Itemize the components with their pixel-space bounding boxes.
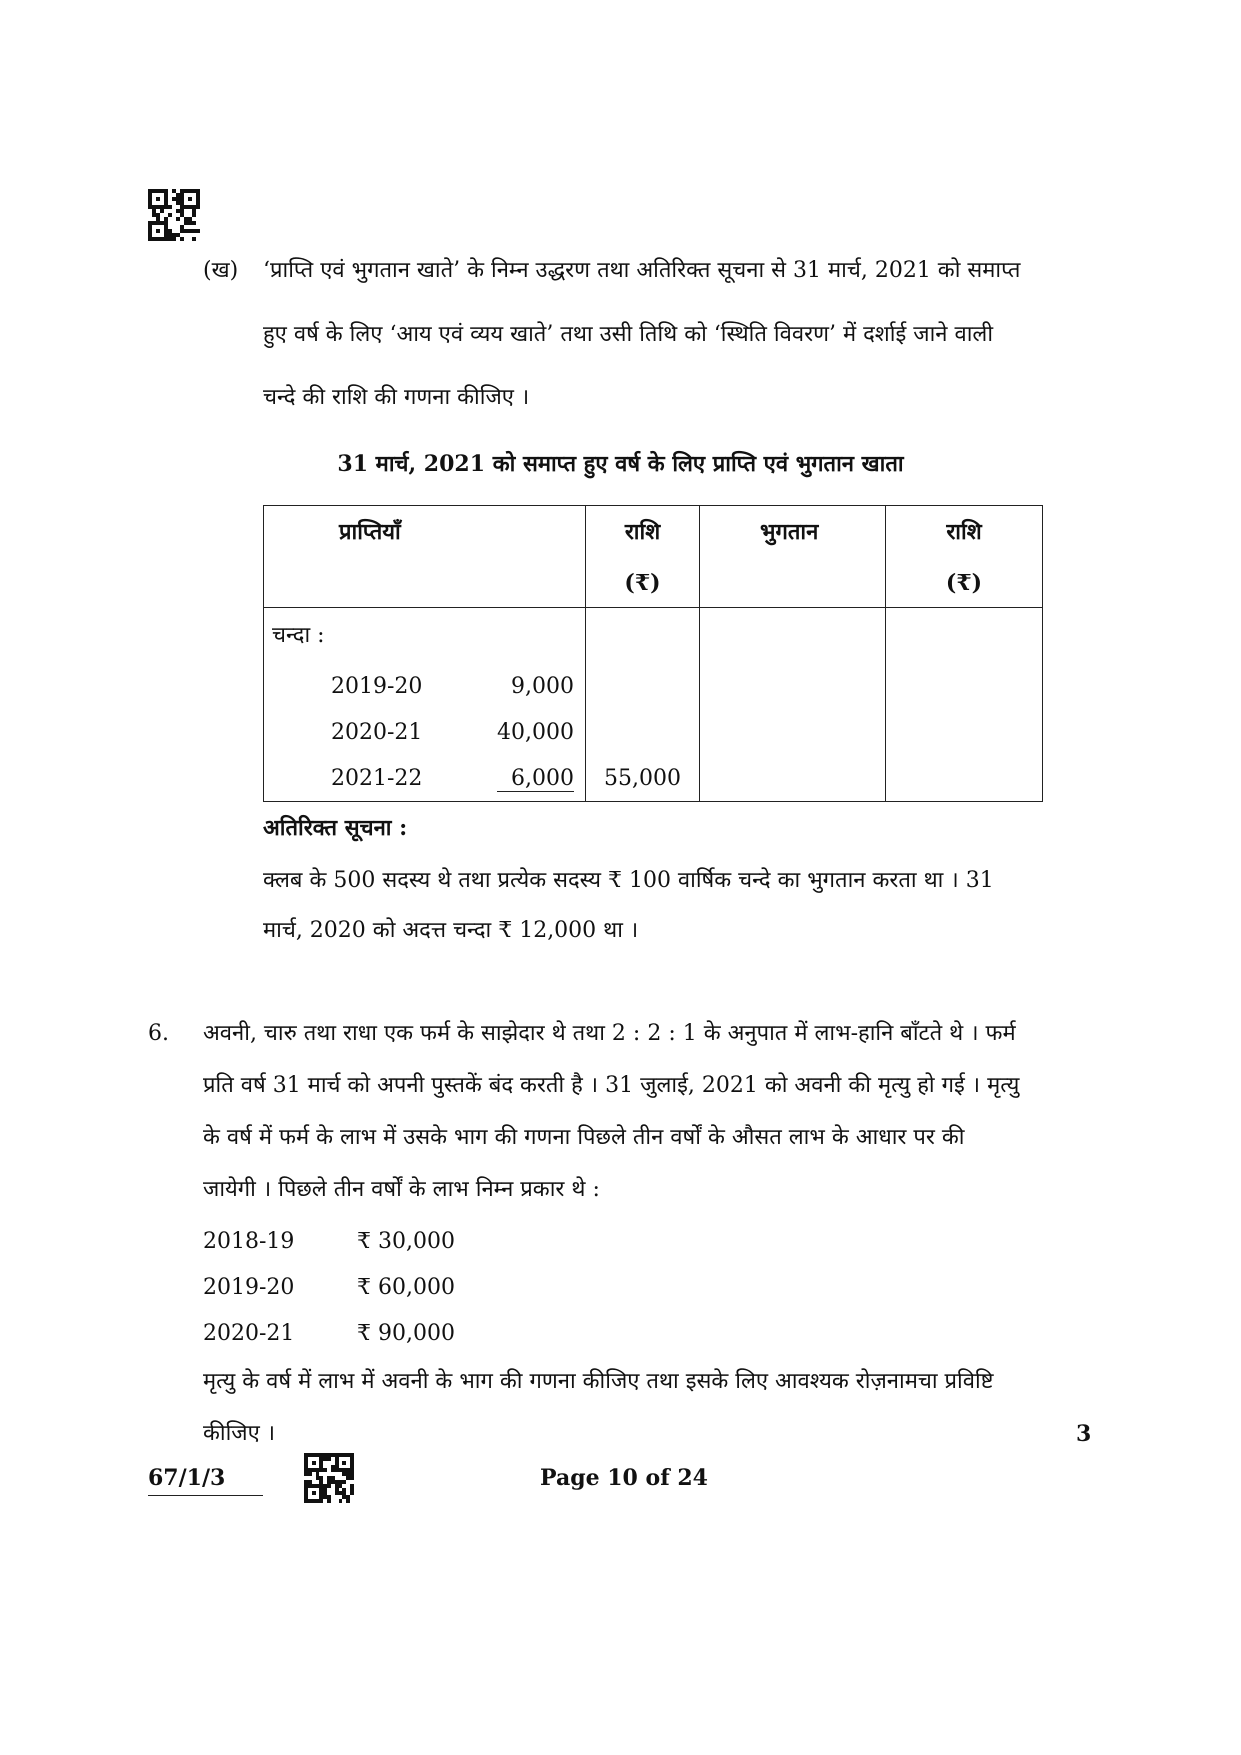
- header-receipts: [264, 506, 586, 608]
- receipts-payments-table: [263, 505, 1043, 802]
- profit-year: 2019-20: [203, 1275, 295, 1300]
- question-6-line-3: के वर्ष में फर्म के लाभ में उसके भाग की गणना पिछले तीन वर्षों के औसत लाभ के आधार पर की: [203, 1125, 965, 1150]
- subscription-value: 40,000: [497, 720, 574, 745]
- table-title: 31 मार्च, 2021 को समाप्त हुए वर्ष के लिए प्राप्ति एवं भुगतान खाता: [337, 451, 904, 477]
- question-6-line-5: मृत्यु के वर्ष में लाभ में अवनी के भाग की गणना कीजिए तथा इसके लिए आवश्यक रोज़नामचा प्रविष्टि: [203, 1369, 994, 1394]
- header-amount-2-unit: (₹): [945, 570, 983, 596]
- page-number: Page 10 of 24: [540, 1465, 708, 1491]
- qr-code-top-icon: [148, 189, 200, 241]
- header-amount-2-label: राशि: [946, 519, 982, 545]
- header-amount-1-label: राशि: [624, 519, 661, 545]
- question-6-line-2: प्रति वर्ष 31 मार्च को अपनी पुस्तकें बंद करती है । 31 जुलाई, 2021 को अवनी की मृत्यु हो गई । मृत्यु: [203, 1073, 1020, 1098]
- subscription-value: 6,000: [497, 766, 574, 792]
- question-6-line-4: जायेगी । पिछले तीन वर्षों के लाभ निम्न प्रकार थे :: [203, 1177, 600, 1202]
- amount-1-body: [586, 608, 700, 802]
- question-6-line-1: अवनी, चारु तथा राधा एक फर्म के साझेदार थे तथा 2 : 2 : 1 के अनुपात में लाभ-हानि बाँटते थे । फर्म: [203, 1021, 1016, 1046]
- subscription-total: 55,000: [604, 766, 681, 791]
- question-number: 6.: [148, 1021, 169, 1046]
- profit-amount: ₹ 60,000: [357, 1275, 455, 1300]
- header-amount-1-unit: (₹): [624, 570, 661, 596]
- profit-year: 2018-19: [203, 1229, 295, 1254]
- header-receipts-label: प्राप्तियाँ: [339, 519, 401, 545]
- additional-info-line-1: क्लब के 500 सदस्य थे तथा प्रत्येक सदस्य ₹ 100 वार्षिक चन्दे का भुगतान करता था । 31: [263, 868, 994, 893]
- profit-year: 2020-21: [203, 1321, 295, 1346]
- question-label: (ख): [203, 258, 239, 283]
- additional-info-heading: अतिरिक्त सूचना :: [263, 815, 408, 841]
- question-line-2: हुए वर्ष के लिए ‘आय एवं व्यय खाते’ तथा उसी तिथि को ‘स्थिति विवरण’ में दर्शाई जाने वाली: [263, 322, 994, 347]
- additional-info-line-2: मार्च, 2020 को अदत्त चन्दा ₹ 12,000 था ।: [263, 918, 639, 943]
- amount-2-body: [886, 608, 1043, 802]
- header-amount-2: [886, 506, 1043, 608]
- subscription-year: 2021-22: [331, 766, 423, 791]
- subscription-value: 9,000: [511, 674, 574, 699]
- profit-amount: ₹ 30,000: [357, 1229, 455, 1254]
- paper-code: 67/1/3: [148, 1465, 226, 1491]
- header-amount-1: [586, 506, 700, 608]
- question-marks: 3: [1076, 1421, 1092, 1447]
- subscription-label: चन्दा :: [272, 623, 325, 648]
- receipts-body: [264, 608, 586, 802]
- question-line-1: ‘प्राप्ति एवं भुगतान खाते’ के निम्न उद्धरण तथा अतिरिक्त सूचना से 31 मार्च, 2021 को समाप्त: [263, 258, 1021, 283]
- payments-body: [700, 608, 886, 802]
- subscription-year: 2019-20: [331, 674, 423, 699]
- paper-code-underline: [148, 1495, 263, 1496]
- qr-code-footer-icon: [304, 1453, 354, 1503]
- header-payments-label: भुगतान: [760, 519, 819, 545]
- header-payments: [700, 506, 886, 608]
- question-6-line-6: कीजिए ।: [203, 1421, 276, 1446]
- subscription-year: 2020-21: [331, 720, 423, 745]
- profit-amount: ₹ 90,000: [357, 1321, 455, 1346]
- question-line-3: चन्दे की राशि की गणना कीजिए ।: [263, 385, 530, 410]
